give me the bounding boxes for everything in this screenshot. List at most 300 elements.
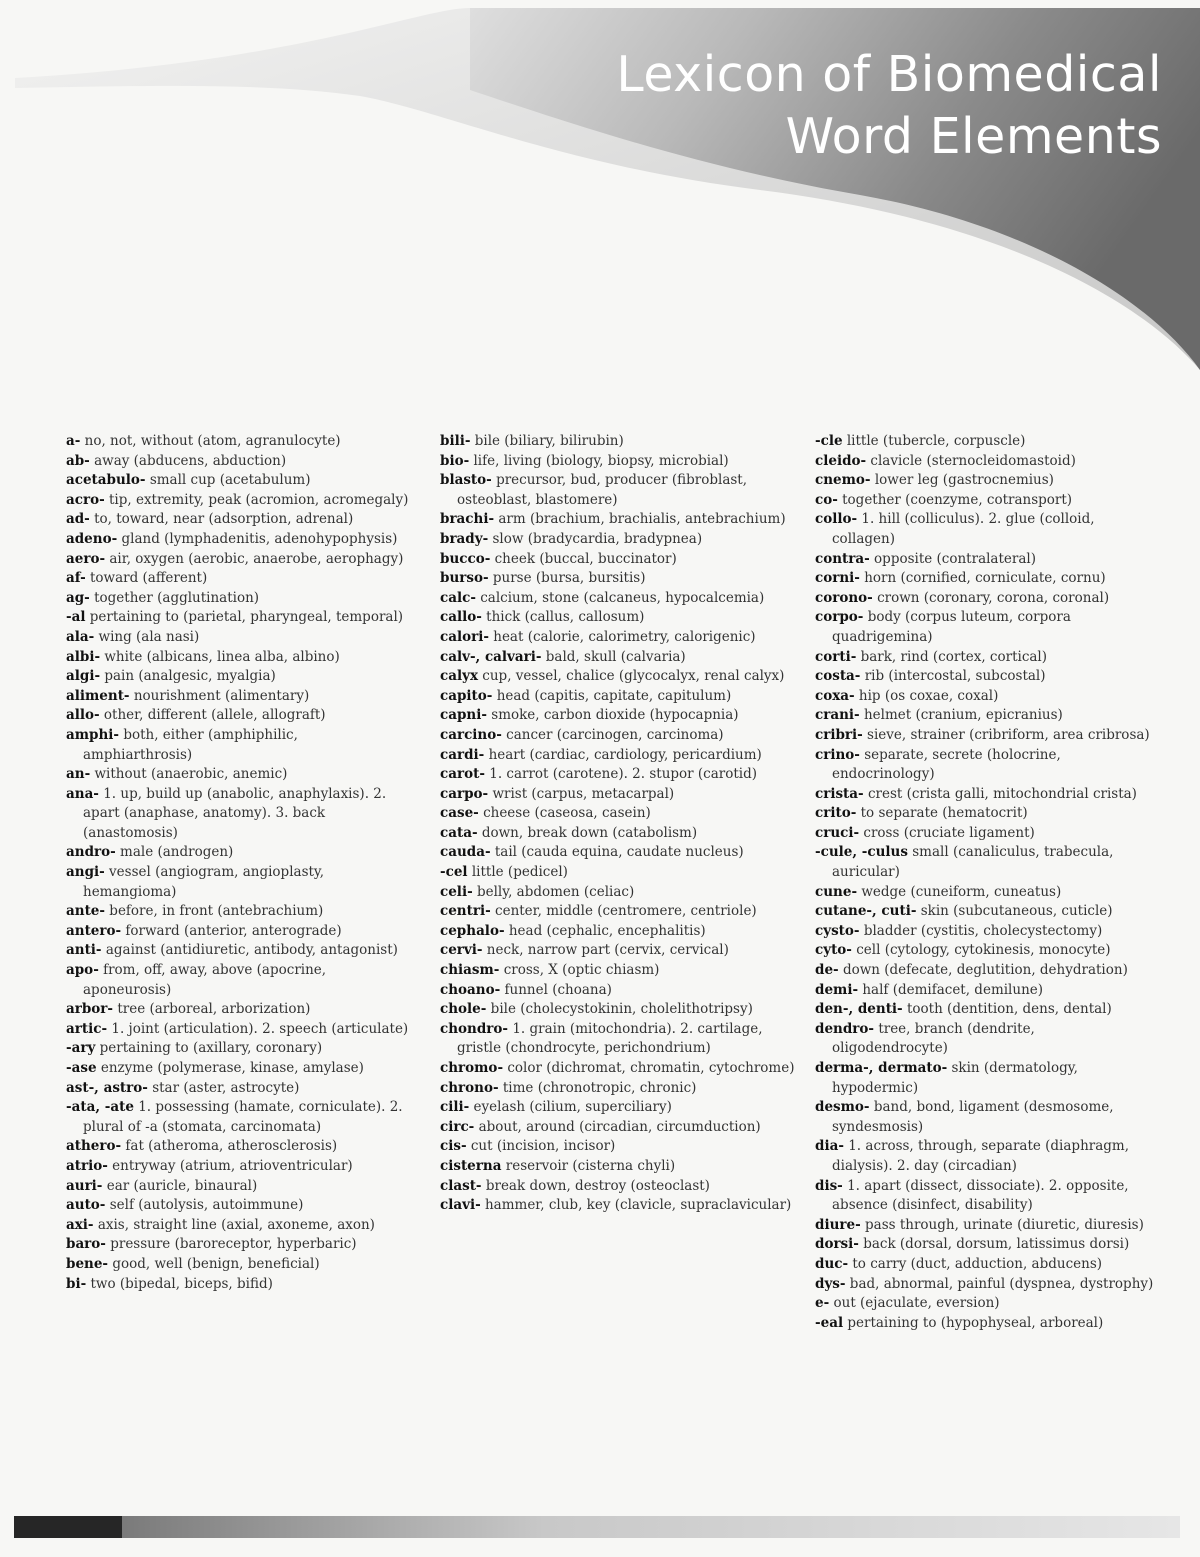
entry-term: derma-, dermato- xyxy=(815,1060,948,1076)
entry-definition: color (dichromat, chromatin, cytochrome) xyxy=(507,1060,795,1076)
entry-term: demi- xyxy=(815,981,859,998)
entry-definition: tail (cauda equina, caudate nucleus) xyxy=(494,844,744,861)
entry-term: aliment- xyxy=(66,687,130,704)
entry-definition: precursor, bud, producer (fibroblast, osteoblast, blastomere) xyxy=(457,472,748,508)
entry-term: crista- xyxy=(815,785,864,802)
entry-definition: without (anaerobic, anemic) xyxy=(94,766,288,783)
lexicon-entry xyxy=(440,981,795,1001)
entry-definition: hip (os coxae, coxal) xyxy=(858,687,999,704)
entry-term: auto- xyxy=(66,1197,106,1214)
entry-definition: smoke, carbon dioxide (hypocapnia) xyxy=(491,707,739,724)
entry-term: acetabulo- xyxy=(66,472,146,489)
lexicon-column-2 xyxy=(440,432,795,1216)
entry-definition: bile (cholecystokinin, cholelithotripsy) xyxy=(490,1001,753,1018)
lexicon-entry xyxy=(815,1235,1155,1255)
entry-term: a- xyxy=(66,433,81,449)
entry-term: chiasm- xyxy=(440,962,500,979)
lexicon-entry xyxy=(440,1196,795,1216)
lexicon-entry xyxy=(815,510,1155,549)
entry-definition: together (coenzyme, cotransport) xyxy=(842,491,1073,508)
entry-definition: other, different (allele, allograft) xyxy=(103,707,326,724)
lexicon-entry xyxy=(815,1294,1155,1314)
entry-definition: out (ejaculate, eversion) xyxy=(833,1295,1000,1312)
footer-bar xyxy=(0,1508,1200,1548)
entry-term: atrio- xyxy=(66,1157,108,1174)
entry-term: corono- xyxy=(815,589,873,606)
entry-term: e- xyxy=(815,1295,830,1312)
entry-definition: cross, X (optic chiasm) xyxy=(503,962,660,979)
entry-term: corni- xyxy=(815,570,860,587)
entry-definition: tooth (dentition, dens, dental) xyxy=(906,1001,1112,1018)
lexicon-entry xyxy=(815,902,1155,922)
lexicon-entry xyxy=(66,706,411,726)
entry-term: cysto- xyxy=(815,922,860,939)
entry-term: auri- xyxy=(66,1177,103,1194)
lexicon-entry xyxy=(815,804,1155,824)
entry-definition: break down, destroy (osteoclast) xyxy=(485,1177,710,1194)
entry-definition: funnel (choana) xyxy=(504,981,612,998)
entry-term: cnemo- xyxy=(815,472,871,489)
entry-term: an- xyxy=(66,766,91,783)
entry-term: costa- xyxy=(815,668,861,685)
entry-term: baro- xyxy=(66,1236,106,1253)
entry-definition: pertaining to (hypophyseal, arboreal) xyxy=(847,1314,1104,1331)
entry-definition: heart (cardiac, cardiology, pericardium) xyxy=(488,746,762,763)
entry-definition: small cup (acetabulum) xyxy=(149,472,311,489)
lexicon-entry xyxy=(440,863,795,883)
lexicon-entry xyxy=(440,961,795,981)
entry-definition: away (abducens, abduction) xyxy=(94,452,287,469)
entry-term: calori- xyxy=(440,628,489,645)
entry-definition: head (capitis, capitate, capitulum) xyxy=(496,687,732,704)
entry-definition: heat (calorie, calorimetry, calorigenic) xyxy=(493,628,756,645)
lexicon-entry xyxy=(440,589,795,609)
lexicon-entry xyxy=(815,648,1155,668)
entry-definition: against (antidiuretic, antibody, antagonist) xyxy=(105,942,398,959)
lexicon-entry xyxy=(66,1059,411,1079)
lexicon-entry xyxy=(440,687,795,707)
entry-term: cruci- xyxy=(815,824,860,841)
entry-term: blasto- xyxy=(440,472,492,489)
lexicon-entry xyxy=(815,569,1155,589)
lexicon-entry xyxy=(440,1137,795,1157)
entry-term: -ary xyxy=(66,1040,96,1057)
entry-definition: eyelash (cilium, superciliary) xyxy=(473,1099,672,1116)
entry-definition: half (demifacet, demilune) xyxy=(862,981,1044,998)
lexicon-entry xyxy=(440,1098,795,1118)
lexicon-entry xyxy=(440,1079,795,1099)
entry-term: angi- xyxy=(66,864,105,881)
lexicon-entry xyxy=(440,1059,795,1079)
entry-term: corti- xyxy=(815,648,857,665)
entry-definition: helmet (cranium, epicranius) xyxy=(863,707,1063,724)
entry-definition: calcium, stone (calcaneus, hypocalcemia) xyxy=(480,589,765,606)
entry-definition: forward (anterior, anterograde) xyxy=(125,922,342,939)
lexicon-entry xyxy=(440,667,795,687)
entry-definition: enzyme (polymerase, kinase, amylase) xyxy=(100,1060,364,1076)
entry-term: carcino- xyxy=(440,726,502,743)
entry-definition: pass through, urinate (diuretic, diuresis) xyxy=(865,1216,1144,1233)
lexicon-entry xyxy=(815,922,1155,942)
entry-definition: self (autolysis, autoimmune) xyxy=(109,1197,304,1214)
lexicon-entry xyxy=(66,471,411,491)
entry-term: contra- xyxy=(815,550,870,567)
entry-term: capni- xyxy=(440,707,487,724)
lexicon-entry xyxy=(815,608,1155,647)
lexicon-entry xyxy=(440,785,795,805)
entry-term: allo- xyxy=(66,707,100,724)
entry-term: cisterna xyxy=(440,1157,502,1174)
lexicon-entry xyxy=(815,1177,1155,1216)
lexicon-columns xyxy=(0,432,1200,1442)
lexicon-entry xyxy=(66,902,411,922)
lexicon-entry xyxy=(440,746,795,766)
entry-definition: pertaining to (parietal, pharyngeal, temporal) xyxy=(89,609,404,626)
entry-term: adeno- xyxy=(66,530,118,547)
entry-definition: 1. possessing (hamate, corniculate). 2. plural of -a (stomata, carcinomata) xyxy=(83,1099,403,1135)
lexicon-entry xyxy=(440,628,795,648)
lexicon-entry xyxy=(66,765,411,785)
entry-term: chole- xyxy=(440,1001,487,1018)
entry-definition: down (defecate, deglutition, dehydration) xyxy=(842,962,1128,979)
lexicon-entry xyxy=(440,1177,795,1197)
lexicon-entry xyxy=(815,1020,1155,1059)
entry-definition: 1. hill (colliculus). 2. glue (colloid, collagen) xyxy=(832,511,1095,547)
lexicon-entry xyxy=(66,452,411,472)
entry-term: bi- xyxy=(66,1275,87,1292)
entry-term: ad- xyxy=(66,511,90,528)
lexicon-entry xyxy=(66,863,411,902)
entry-term: anti- xyxy=(66,942,102,959)
entry-definition: to carry (duct, adduction, abducens) xyxy=(852,1255,1103,1272)
entry-definition: bald, skull (calvaria) xyxy=(545,648,686,665)
entry-definition: cross (cruciate ligament) xyxy=(863,824,1035,841)
entry-definition: bad, abnormal, painful (dyspnea, dystrophy) xyxy=(849,1275,1154,1292)
entry-term: -ase xyxy=(66,1060,97,1076)
entry-term: -ata, -ate xyxy=(66,1099,134,1116)
lexicon-entry xyxy=(440,706,795,726)
entry-definition: little (tubercle, corpuscle) xyxy=(846,433,1026,449)
entry-term: co- xyxy=(815,491,838,508)
entry-term: andro- xyxy=(66,844,116,861)
entry-term: af- xyxy=(66,570,86,587)
entry-definition: star (aster, astrocyte) xyxy=(152,1079,300,1096)
entry-term: dorsi- xyxy=(815,1236,859,1253)
page-title-line-1: Lexicon of Biomedical xyxy=(616,46,1162,103)
entry-term: crani- xyxy=(815,707,860,724)
entry-definition: belly, abdomen (celiac) xyxy=(476,883,635,900)
lexicon-entry xyxy=(815,726,1155,746)
lexicon-entry xyxy=(66,1079,411,1099)
entry-term: brady- xyxy=(440,530,489,547)
entry-term: diure- xyxy=(815,1216,861,1233)
entry-definition: cancer (carcinogen, carcinoma) xyxy=(506,726,724,743)
lexicon-entry xyxy=(815,1000,1155,1020)
entry-definition: good, well (benign, beneficial) xyxy=(112,1255,320,1272)
entry-definition: before, in front (antebrachium) xyxy=(109,903,324,920)
lexicon-entry xyxy=(66,687,411,707)
entry-term: cata- xyxy=(440,824,478,841)
lexicon-entry xyxy=(66,432,411,452)
entry-term: centri- xyxy=(440,903,491,920)
entry-term: -al xyxy=(66,609,86,626)
entry-definition: down, break down (catabolism) xyxy=(481,824,698,841)
lexicon-entry xyxy=(440,843,795,863)
entry-definition: thick (callus, callosum) xyxy=(486,609,645,626)
entry-term: apo- xyxy=(66,962,99,979)
entry-definition: skin (dermatology, hypodermic) xyxy=(832,1060,1078,1096)
entry-definition: both, either (amphiphilic, amphiarthrosis) xyxy=(83,726,298,763)
lexicon-entry xyxy=(66,608,411,628)
entry-definition: toward (afferent) xyxy=(89,570,208,587)
entry-term: acro- xyxy=(66,491,105,508)
lexicon-entry xyxy=(440,550,795,570)
lexicon-entry xyxy=(66,961,411,1000)
entry-term: bene- xyxy=(66,1255,109,1272)
lexicon-entry xyxy=(815,961,1155,981)
entry-term: athero- xyxy=(66,1138,122,1155)
lexicon-entry xyxy=(440,1118,795,1138)
entry-definition: nourishment (alimentary) xyxy=(133,687,310,704)
lexicon-entry xyxy=(815,785,1155,805)
lexicon-entry xyxy=(66,1000,411,1020)
lexicon-entry xyxy=(815,452,1155,472)
entry-definition: 1. carrot (carotene). 2. stupor (carotid) xyxy=(489,766,758,783)
entry-definition: center, middle (centromere, centriole) xyxy=(495,903,757,920)
entry-definition: clavicle (sternocleidomastoid) xyxy=(870,452,1076,469)
entry-term: -cle xyxy=(815,433,843,449)
lexicon-entry xyxy=(66,1098,411,1137)
entry-term: coxa- xyxy=(815,687,855,704)
entry-definition: tree (arboreal, arborization) xyxy=(117,1001,311,1018)
lexicon-entry xyxy=(66,569,411,589)
entry-term: ast-, astro- xyxy=(66,1079,148,1096)
entry-term: cyto- xyxy=(815,942,852,959)
lexicon-entry xyxy=(440,765,795,785)
entry-definition: wrist (carpus, metacarpal) xyxy=(492,785,675,802)
lexicon-entry xyxy=(440,471,795,510)
entry-definition: two (bipedal, biceps, bifid) xyxy=(90,1275,273,1292)
lexicon-entry xyxy=(440,726,795,746)
lexicon-entry xyxy=(815,843,1155,882)
entry-term: albi- xyxy=(66,648,101,665)
entry-definition: pain (analgesic, myalgia) xyxy=(104,668,276,685)
entry-term: -eal xyxy=(815,1314,844,1331)
entry-term: cis- xyxy=(440,1138,467,1155)
page-title xyxy=(616,44,1162,168)
entry-definition: 1. up, build up (anabolic, anaphylaxis). 2. apart (anaphase, anatomy). 3. back (anastomosis) xyxy=(83,785,387,841)
entry-term: den-, denti- xyxy=(815,1001,903,1018)
lexicon-entry xyxy=(66,1020,411,1040)
page-title-line-2: Word Elements xyxy=(785,108,1162,165)
lexicon-entry xyxy=(66,530,411,550)
entry-definition: time (chronotropic, chronic) xyxy=(502,1079,697,1096)
entry-definition: about, around (circadian, circumduction) xyxy=(478,1118,761,1135)
entry-term: collo- xyxy=(815,511,858,528)
entry-term: cauda- xyxy=(440,844,491,861)
lexicon-entry xyxy=(440,804,795,824)
entry-term: cardi- xyxy=(440,746,485,763)
entry-definition: white (albicans, linea alba, albino) xyxy=(104,648,340,665)
lexicon-entry xyxy=(66,941,411,961)
entry-term: clavi- xyxy=(440,1197,481,1214)
entry-term: calv-, calvari- xyxy=(440,648,542,665)
lexicon-entry xyxy=(815,1059,1155,1098)
lexicon-entry xyxy=(66,589,411,609)
entry-definition: wing (ala nasi) xyxy=(98,628,200,645)
entry-definition: neck, narrow part (cervix, cervical) xyxy=(486,942,729,959)
entry-definition: purse (bursa, bursitis) xyxy=(492,570,646,587)
entry-term: celi- xyxy=(440,883,473,900)
entry-term: artic- xyxy=(66,1020,108,1037)
entry-term: cune- xyxy=(815,883,858,900)
entry-definition: ear (auricle, binaural) xyxy=(106,1177,258,1194)
entry-definition: cell (cytology, cytokinesis, monocyte) xyxy=(856,942,1111,959)
entry-term: bili- xyxy=(440,433,471,449)
entry-definition: 1. grain (mitochondria). 2. cartilage, gristle (chondrocyte, perichondrium) xyxy=(457,1020,763,1057)
lexicon-entry xyxy=(66,1137,411,1157)
lexicon-entry xyxy=(815,941,1155,961)
lexicon-entry xyxy=(440,432,795,452)
lexicon-entry xyxy=(815,471,1155,491)
lexicon-entry xyxy=(440,941,795,961)
lexicon-entry xyxy=(815,1137,1155,1176)
entry-definition: small (canaliculus, trabecula, auricular) xyxy=(832,844,1114,881)
lexicon-entry xyxy=(440,510,795,530)
lexicon-entry xyxy=(815,1275,1155,1295)
entry-definition: axis, straight line (axial, axoneme, axon) xyxy=(97,1216,375,1233)
entry-term: de- xyxy=(815,962,839,979)
entry-definition: tree, branch (dendrite, oligodendrocyte) xyxy=(832,1020,1035,1057)
lexicon-entry xyxy=(66,1255,411,1275)
entry-term: cribri- xyxy=(815,726,863,743)
lexicon-entry xyxy=(815,706,1155,726)
entry-definition: back (dorsal, dorsum, latissimus dorsi) xyxy=(863,1236,1130,1253)
entry-term: bio- xyxy=(440,452,470,469)
entry-definition: separate, secrete (holocrine, endocrinology) xyxy=(832,746,1061,783)
entry-term: aero- xyxy=(66,550,106,567)
lexicon-entry xyxy=(66,843,411,863)
lexicon-entry xyxy=(815,883,1155,903)
lexicon-entry xyxy=(440,883,795,903)
lexicon-entry xyxy=(440,569,795,589)
lexicon-entry xyxy=(66,1196,411,1216)
entry-term: cervi- xyxy=(440,942,483,959)
entry-term: case- xyxy=(440,805,479,822)
entry-definition: cup, vessel, chalice (glycocalyx, renal calyx) xyxy=(482,668,785,685)
entry-term: antero- xyxy=(66,922,122,939)
entry-definition: cut (incision, incisor) xyxy=(470,1138,616,1155)
lexicon-entry xyxy=(66,1157,411,1177)
entry-term: -cel xyxy=(440,864,468,881)
entry-term: cili- xyxy=(440,1099,470,1116)
lexicon-entry xyxy=(440,452,795,472)
entry-term: dys- xyxy=(815,1275,846,1292)
entry-definition: fat (atheroma, atherosclerosis) xyxy=(125,1138,338,1155)
lexicon-entry xyxy=(815,824,1155,844)
entry-definition: no, not, without (atom, agranulocyte) xyxy=(84,433,341,449)
entry-term: amphi- xyxy=(66,726,120,743)
entry-definition: to separate (hematocrit) xyxy=(860,805,1028,822)
entry-definition: reservoir (cisterna chyli) xyxy=(505,1157,676,1174)
entry-definition: crest (crista galli, mitochondrial crista) xyxy=(867,785,1137,802)
lexicon-entry xyxy=(66,510,411,530)
entry-term: arbor- xyxy=(66,1001,114,1018)
entry-term: dia- xyxy=(815,1138,844,1155)
lexicon-entry xyxy=(815,589,1155,609)
entry-definition: bark, rind (cortex, cortical) xyxy=(860,648,1048,665)
entry-term: ala- xyxy=(66,628,95,645)
lexicon-entry xyxy=(815,491,1155,511)
entry-definition: horn (cornified, corniculate, cornu) xyxy=(864,570,1106,587)
lexicon-entry xyxy=(815,550,1155,570)
entry-term: capito- xyxy=(440,687,493,704)
entry-term: clast- xyxy=(440,1177,482,1194)
lexicon-entry xyxy=(66,1039,411,1059)
entry-definition: to, toward, near (adsorption, adrenal) xyxy=(94,511,354,528)
entry-definition: cheek (buccal, buccinator) xyxy=(494,550,677,567)
entry-term: ag- xyxy=(66,589,90,606)
lexicon-entry xyxy=(66,1177,411,1197)
lexicon-entry xyxy=(815,432,1155,452)
entry-definition: lower leg (gastrocnemius) xyxy=(874,472,1054,489)
entry-definition: together (agglutination) xyxy=(94,589,260,606)
lexicon-entry xyxy=(66,648,411,668)
entry-term: cephalo- xyxy=(440,922,505,939)
lexicon-entry xyxy=(66,785,411,844)
lexicon-entry xyxy=(815,981,1155,1001)
entry-definition: 1. joint (articulation). 2. speech (articulate) xyxy=(111,1020,409,1037)
entry-term: crino- xyxy=(815,746,860,763)
lexicon-entry xyxy=(440,902,795,922)
lexicon-entry xyxy=(440,530,795,550)
lexicon-entry xyxy=(440,1000,795,1020)
lexicon-entry xyxy=(66,1235,411,1255)
entry-definition: cheese (caseosa, casein) xyxy=(483,805,651,822)
entry-term: cleido- xyxy=(815,452,867,469)
entry-definition: gland (lymphadenitis, adenohypophysis) xyxy=(121,530,398,547)
entry-term: chrono- xyxy=(440,1079,499,1096)
entry-term: chondro- xyxy=(440,1020,509,1037)
entry-term: burso- xyxy=(440,570,489,587)
lexicon-entry xyxy=(815,1216,1155,1236)
entry-definition: vessel (angiogram, angioplasty, hemangioma) xyxy=(83,864,325,900)
lexicon-entry xyxy=(66,628,411,648)
entry-definition: crown (coronary, corona, coronal) xyxy=(877,589,1110,606)
lexicon-entry xyxy=(815,667,1155,687)
entry-term: axi- xyxy=(66,1216,94,1233)
entry-term: corpo- xyxy=(815,609,864,626)
entry-term: circ- xyxy=(440,1118,475,1135)
entry-definition: opposite (contralateral) xyxy=(874,550,1036,567)
lexicon-entry xyxy=(66,667,411,687)
entry-definition: body (corpus luteum, corpora quadrigemina) xyxy=(832,609,1071,645)
lexicon-entry xyxy=(440,1020,795,1059)
entry-term: carot- xyxy=(440,766,485,783)
lexicon-entry xyxy=(66,1275,411,1295)
lexicon-entry xyxy=(440,922,795,942)
lexicon-entry xyxy=(66,922,411,942)
lexicon-column-1 xyxy=(66,432,411,1294)
entry-definition: from, off, away, above (apocrine, aponeurosis) xyxy=(83,962,327,998)
entry-term: crito- xyxy=(815,805,857,822)
entry-definition: bile (biliary, bilirubin) xyxy=(474,433,624,449)
entry-definition: skin (subcutaneous, cuticle) xyxy=(920,903,1113,920)
entry-term: algi- xyxy=(66,668,101,685)
entry-definition: tip, extremity, peak (acromion, acromegaly) xyxy=(108,491,409,508)
lexicon-entry xyxy=(66,726,411,765)
lexicon-entry xyxy=(440,1157,795,1177)
